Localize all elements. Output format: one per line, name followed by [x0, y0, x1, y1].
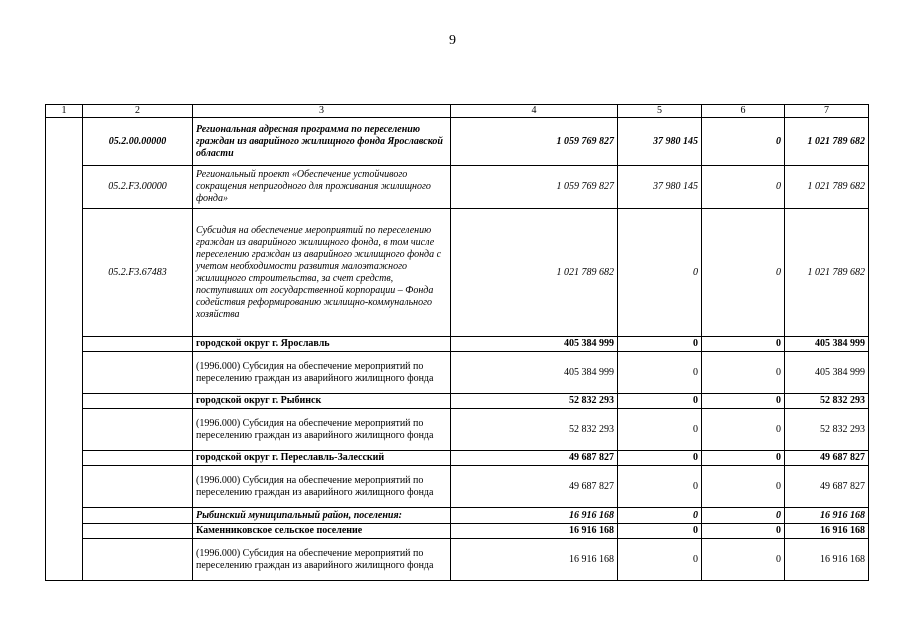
amount-col7-cell: 49 687 827 — [785, 451, 869, 466]
code-cell — [83, 451, 193, 466]
amount-col7-cell: 16 916 168 — [785, 508, 869, 524]
amount-col6-cell: 0 — [702, 394, 785, 409]
column-1-cell — [46, 118, 83, 581]
amount-total-cell: 16 916 168 — [451, 524, 618, 539]
name-cell: городской округ г. Переславль-Залесский — [193, 451, 451, 466]
code-cell — [83, 337, 193, 352]
amount-col6-cell: 0 — [702, 451, 785, 466]
header-cell-4: 4 — [451, 105, 618, 118]
amount-total-cell: 1 059 769 827 — [451, 118, 618, 166]
amount-col7-cell: 16 916 168 — [785, 539, 869, 581]
header-cell-5: 5 — [618, 105, 702, 118]
amount-col5-cell: 0 — [618, 524, 702, 539]
amount-total-cell: 49 687 827 — [451, 451, 618, 466]
amount-col6-cell: 0 — [702, 118, 785, 166]
code-cell — [83, 352, 193, 394]
table-row — [46, 337, 869, 352]
amount-total-cell: 405 384 999 — [451, 352, 618, 394]
name-cell: Региональный проект «Обеспечение устойчивого сокращения непригодного для проживания жилищного фонда» — [193, 166, 451, 209]
table-row — [46, 466, 869, 508]
code-cell — [83, 508, 193, 524]
amount-col6-cell: 0 — [702, 409, 785, 451]
code-cell: 05.2.F3.67483 — [83, 209, 193, 337]
header-cell-2: 2 — [83, 105, 193, 118]
code-cell — [83, 539, 193, 581]
amount-col7-cell: 405 384 999 — [785, 352, 869, 394]
amount-col5-cell: 0 — [618, 508, 702, 524]
name-cell: (1996.000) Субсидия на обеспечение мероприятий по переселению граждан из аварийного жилищного фонда — [193, 466, 451, 508]
amount-col5-cell: 0 — [618, 451, 702, 466]
amount-col7-cell: 1 021 789 682 — [785, 166, 869, 209]
amount-col6-cell: 0 — [702, 524, 785, 539]
amount-total-cell: 1 021 789 682 — [451, 209, 618, 337]
amount-total-cell: 52 832 293 — [451, 409, 618, 451]
code-cell: 05.2.F3.00000 — [83, 166, 193, 209]
code-cell — [83, 409, 193, 451]
budget-table — [45, 104, 869, 581]
header-cell-7: 7 — [785, 105, 869, 118]
name-cell: (1996.000) Субсидия на обеспечение мероприятий по переселению граждан из аварийного жилищного фонда — [193, 539, 451, 581]
amount-total-cell: 16 916 168 — [451, 539, 618, 581]
amount-col7-cell: 49 687 827 — [785, 466, 869, 508]
table-row — [46, 409, 869, 451]
table-row — [46, 451, 869, 466]
table-row — [46, 508, 869, 524]
page-number: 9 — [449, 33, 456, 48]
amount-col7-cell: 405 384 999 — [785, 337, 869, 352]
table-row — [46, 524, 869, 539]
amount-col7-cell: 1 021 789 682 — [785, 118, 869, 166]
amount-col7-cell: 52 832 293 — [785, 409, 869, 451]
name-cell: городской округ г. Ярославль — [193, 337, 451, 352]
table-row — [46, 118, 869, 166]
name-cell: Региональная адресная программа по переселению граждан из аварийного жилищного фонда Ярославской области — [193, 118, 451, 166]
amount-col5-cell: 0 — [618, 539, 702, 581]
header-cell-3: 3 — [193, 105, 451, 118]
amount-total-cell: 49 687 827 — [451, 466, 618, 508]
code-cell: 05.2.00.00000 — [83, 118, 193, 166]
name-cell: Субсидия на обеспечение мероприятий по переселению граждан из аварийного жилищного фонда, в том числе переселению граждан из аварийного жилищного фонда с учетом необходимости развития малоэтажного жилищного строительства, за счет средств, поступивших от государственной корпорации – Фонда содействия реформированию жилищно-коммунального хозяйства — [193, 209, 451, 337]
code-cell — [83, 466, 193, 508]
table-row — [46, 539, 869, 581]
header-row — [46, 105, 869, 118]
amount-col5-cell: 0 — [618, 394, 702, 409]
amount-col7-cell: 16 916 168 — [785, 524, 869, 539]
amount-col5-cell: 37 980 145 — [618, 118, 702, 166]
name-cell: (1996.000) Субсидия на обеспечение мероприятий по переселению граждан из аварийного жилищного фонда — [193, 352, 451, 394]
table-row — [46, 394, 869, 409]
amount-col5-cell: 0 — [618, 409, 702, 451]
amount-col6-cell: 0 — [702, 166, 785, 209]
header-cell-6: 6 — [702, 105, 785, 118]
code-cell — [83, 524, 193, 539]
amount-col6-cell: 0 — [702, 539, 785, 581]
amount-col6-cell: 0 — [702, 508, 785, 524]
amount-total-cell: 16 916 168 — [451, 508, 618, 524]
table-row — [46, 209, 869, 337]
amount-col6-cell: 0 — [702, 466, 785, 508]
amount-col5-cell: 0 — [618, 337, 702, 352]
amount-col6-cell: 0 — [702, 337, 785, 352]
table-row — [46, 352, 869, 394]
amount-total-cell: 52 832 293 — [451, 394, 618, 409]
amount-col5-cell: 0 — [618, 466, 702, 508]
table-row — [46, 166, 869, 209]
code-cell — [83, 394, 193, 409]
header-cell-1: 1 — [46, 105, 83, 118]
name-cell: Рыбинский муниципальный район, поселения: — [193, 508, 451, 524]
name-cell: городской округ г. Рыбинск — [193, 394, 451, 409]
amount-col5-cell: 0 — [618, 209, 702, 337]
amount-col6-cell: 0 — [702, 209, 785, 337]
amount-col7-cell: 1 021 789 682 — [785, 209, 869, 337]
name-cell: Каменниковское сельское поселение — [193, 524, 451, 539]
amount-col5-cell: 37 980 145 — [618, 166, 702, 209]
amount-total-cell: 1 059 769 827 — [451, 166, 618, 209]
name-cell: (1996.000) Субсидия на обеспечение мероприятий по переселению граждан из аварийного жилищного фонда — [193, 409, 451, 451]
amount-total-cell: 405 384 999 — [451, 337, 618, 352]
amount-col7-cell: 52 832 293 — [785, 394, 869, 409]
amount-col6-cell: 0 — [702, 352, 785, 394]
amount-col5-cell: 0 — [618, 352, 702, 394]
